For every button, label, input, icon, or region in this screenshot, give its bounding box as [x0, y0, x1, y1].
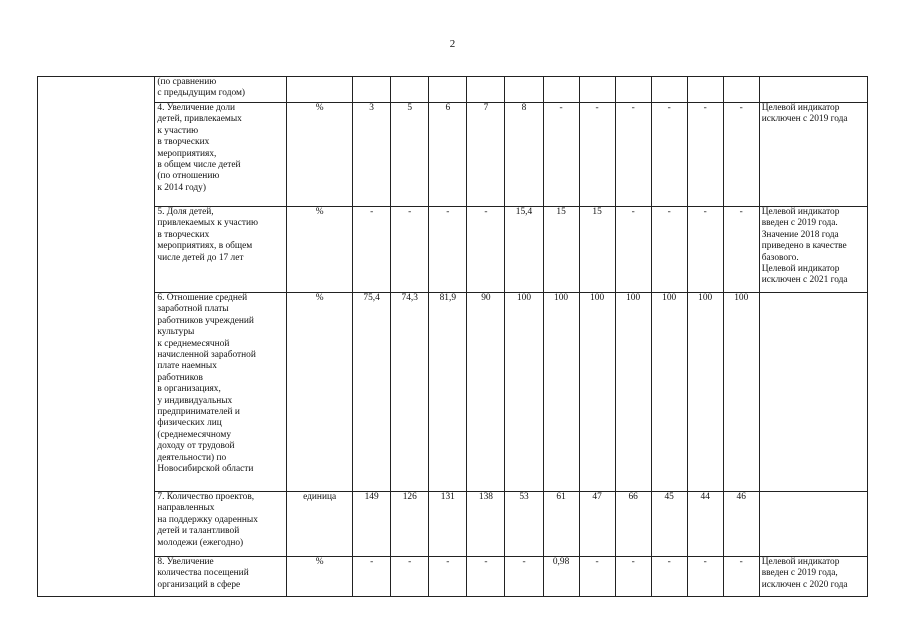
indicator-value: 138	[467, 492, 505, 557]
indicator-value: 6	[429, 103, 467, 207]
indicator-value: -	[391, 557, 429, 597]
indicator-value: 47	[579, 492, 615, 557]
indicator-name: 7. Количество проектов, направленных на поддержку одаренных детей и талантливой молодежи (ежегодно)	[155, 492, 287, 557]
indicator-value: 7	[467, 103, 505, 207]
indicator-value: -	[467, 207, 505, 293]
indicators-table	[37, 76, 868, 597]
page-number: 2	[449, 38, 456, 50]
indicator-name: (по сравнению с предыдущим годом)	[155, 77, 287, 103]
indicator-value: 61	[543, 492, 579, 557]
indicator-value: -	[579, 103, 615, 207]
table-row	[38, 77, 868, 103]
indicator-value	[723, 77, 759, 103]
indicator-value: 15,4	[505, 207, 543, 293]
indicator-value: -	[651, 207, 687, 293]
indicator-value: -	[723, 557, 759, 597]
indicator-value	[615, 77, 651, 103]
indicator-value: -	[505, 557, 543, 597]
indicator-value: 100	[615, 293, 651, 492]
indicator-value: -	[723, 207, 759, 293]
indicator-name: 8. Увеличение количества посещений организаций в сфере	[155, 557, 287, 597]
indicator-value: 100	[543, 293, 579, 492]
indicator-value: 100	[579, 293, 615, 492]
indicator-value: -	[579, 557, 615, 597]
indicator-value: 100	[687, 293, 723, 492]
indicator-value	[505, 77, 543, 103]
indicator-value: 81,9	[429, 293, 467, 492]
indicator-value: 45	[651, 492, 687, 557]
indicator-value: 8	[505, 103, 543, 207]
indicator-value	[467, 77, 505, 103]
table-row	[38, 557, 868, 597]
indicator-name: 5. Доля детей, привлекаемых к участию в творческих мероприятиях, в общем числе детей до 17 лет	[155, 207, 287, 293]
indicator-value: -	[651, 557, 687, 597]
indicator-name: 4. Увеличение доли детей, привлекаемых к участию в творческих мероприятиях, в общем числе детей (по отношению к 2014 году)	[155, 103, 287, 207]
indicator-value: 0,98	[543, 557, 579, 597]
indicator-value: -	[353, 557, 391, 597]
indicator-value: 15	[543, 207, 579, 293]
indicator-value: 15	[579, 207, 615, 293]
indicator-value: 46	[723, 492, 759, 557]
indicator-value: -	[429, 207, 467, 293]
indicator-value: -	[391, 207, 429, 293]
indicator-note: Целевой индикатор введен с 2019 года, исключен с 2020 года	[759, 557, 867, 597]
table-row	[38, 293, 868, 492]
indicator-note: Целевой индикатор введен с 2019 года. Значение 2018 года приведено в качестве базового. Целевой индикатор исключен с 2021 года	[759, 207, 867, 293]
indicator-value	[543, 77, 579, 103]
indicator-value: -	[687, 557, 723, 597]
indicator-value	[391, 77, 429, 103]
indicator-value: -	[615, 557, 651, 597]
indicator-value: 53	[505, 492, 543, 557]
program-name-cell	[38, 77, 155, 597]
indicator-value	[651, 77, 687, 103]
table-row	[38, 207, 868, 293]
indicator-unit	[287, 77, 353, 103]
indicator-value: 131	[429, 492, 467, 557]
indicator-value: -	[687, 103, 723, 207]
indicator-value: -	[543, 103, 579, 207]
indicator-value: -	[651, 103, 687, 207]
indicator-value: 5	[391, 103, 429, 207]
indicator-unit: %	[287, 103, 353, 207]
indicator-value: 3	[353, 103, 391, 207]
indicator-value: -	[353, 207, 391, 293]
indicator-value: -	[615, 103, 651, 207]
indicator-value	[429, 77, 467, 103]
table-row	[38, 103, 868, 207]
indicator-unit: %	[287, 293, 353, 492]
indicator-value: 100	[723, 293, 759, 492]
indicator-note	[759, 492, 867, 557]
indicator-value: 100	[651, 293, 687, 492]
indicator-value: 100	[505, 293, 543, 492]
indicator-value: 75,4	[353, 293, 391, 492]
indicator-note	[759, 293, 867, 492]
indicator-note: Целевой индикатор исключен с 2019 года	[759, 103, 867, 207]
indicator-value: 126	[391, 492, 429, 557]
indicator-value: 44	[687, 492, 723, 557]
indicator-value: -	[687, 207, 723, 293]
indicator-value: -	[723, 103, 759, 207]
indicator-value: -	[429, 557, 467, 597]
table-row	[38, 492, 868, 557]
indicator-value: 90	[467, 293, 505, 492]
indicator-value	[353, 77, 391, 103]
indicator-unit: %	[287, 207, 353, 293]
indicator-value: -	[615, 207, 651, 293]
indicator-value: 66	[615, 492, 651, 557]
indicator-unit: единица	[287, 492, 353, 557]
indicator-value: -	[467, 557, 505, 597]
indicator-value	[687, 77, 723, 103]
indicator-unit: %	[287, 557, 353, 597]
indicator-value	[579, 77, 615, 103]
indicator-note	[759, 77, 867, 103]
indicator-name: 6. Отношение средней заработной платы работников учреждений культуры к среднемесячной начисленной заработной плате наемных работников в организациях, у индивидуальных предпринимателей и физических лиц (среднемесячному доходу от трудовой деятельности) по Новосибирской области	[155, 293, 287, 492]
indicator-value: 74,3	[391, 293, 429, 492]
indicator-value: 149	[353, 492, 391, 557]
